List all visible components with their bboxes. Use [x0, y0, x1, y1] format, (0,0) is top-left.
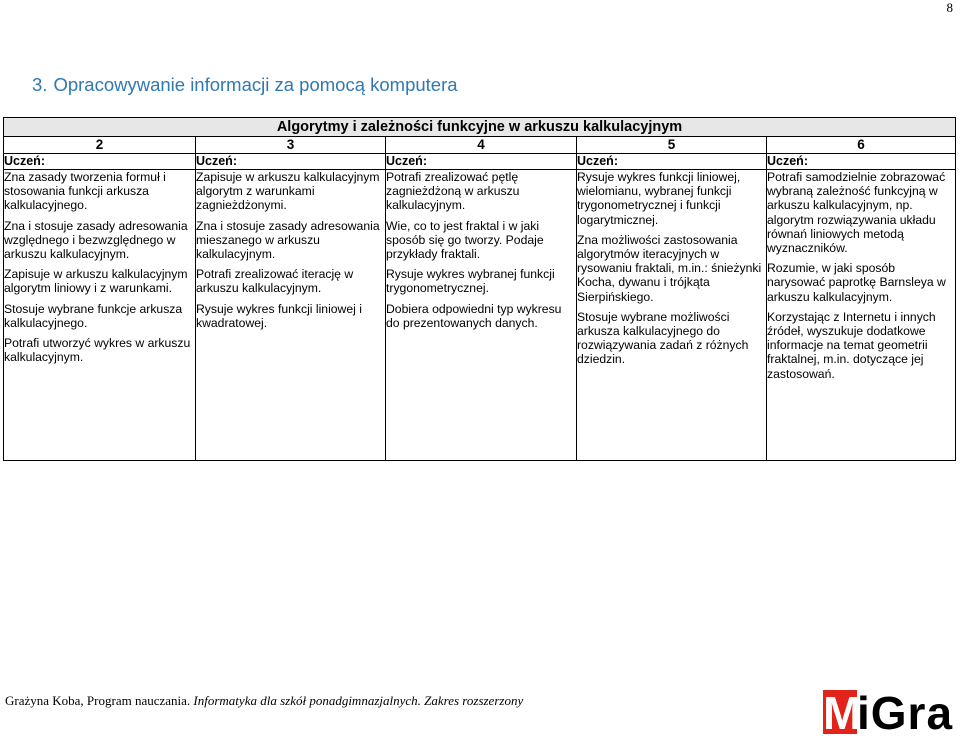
student-label: Uczeń:	[196, 154, 386, 170]
requirement-item: Zapisuje w arkuszu kalkulacyjnym algorytm liniowy i z warunkami.	[4, 267, 188, 296]
requirement-item: Zna i stosuje zasady adresowania względnego i bezwzględnego w arkuszu kalkulacyjnym.	[4, 218, 188, 262]
grade-4-requirements	[386, 170, 577, 461]
requirement-item: Korzystając z Internetu i innych źródeł, wyszukuje dodatkowe informacje na temat geometrii fraktalnej, m.in. dotyczące jej zastosowań.	[767, 309, 936, 381]
requirement-item: Potrafi samodzielnie zobrazować wybraną zależność funkcyjną w arkuszu kalkulacyjnym, np. algorytm rozwiązywania układu równań liniowych metodą wyznaczników.	[767, 170, 946, 256]
requirement-item: Rozumie, w jaki sposób narysować paprotkę Barnsleya w arkuszu kalkulacyjnym.	[767, 261, 946, 304]
student-label: Uczeń:	[386, 154, 577, 170]
grade-6-requirements	[767, 170, 956, 461]
section-number: 3.	[32, 74, 48, 95]
grade-2-requirements	[4, 170, 196, 461]
grade-header: 3	[196, 137, 386, 154]
requirement-item: Zna zasady tworzenia formuł i stosowania funkcji arkusza kalkulacyjnego.	[4, 170, 166, 213]
grade-header: 4	[386, 137, 577, 154]
requirement-item: Rysuje wykres funkcji liniowej i kwadratowej.	[196, 301, 362, 330]
requirement-item: Rysuje wykres wybranej funkcji trygonometrycznej.	[386, 267, 555, 296]
requirement-item: Zna możliwości zastosowania algorytmów iteracyjnych w rysowaniu fraktali, m.in.: śnieżynki Kocha, dywanu i trójkąta Sierpińskiego.	[577, 232, 762, 304]
requirement-item: Dobiera odpowiedni typ wykresu do prezentowanych danych.	[386, 301, 562, 330]
page-number: 8	[946, 0, 953, 15]
student-label: Uczeń:	[4, 154, 196, 170]
section-title-text: Opracowywanie informacji za pomocą komputera	[53, 74, 458, 95]
grade-header: 5	[577, 137, 767, 154]
footer-publication: Informatyka dla szkół ponadgimnazjalnych. Zakres rozszerzony	[193, 693, 524, 708]
student-label: Uczeń:	[767, 154, 956, 170]
footer-author: Grażyna Koba, Program nauczania.	[5, 693, 191, 708]
requirements-row	[4, 170, 956, 461]
grade-header: 6	[767, 137, 956, 154]
grade-header: 2	[4, 137, 196, 154]
student-label: Uczeń:	[577, 154, 767, 170]
footer-citation	[5, 693, 523, 709]
logo-m-box: M	[823, 687, 863, 739]
grade-row	[4, 137, 956, 154]
requirement-item: Zna i stosuje zasady adresowania mieszanego w arkuszu kalkulacyjnym.	[196, 218, 380, 262]
table-title: Algorytmy i zależności funkcyjne w arkuszu kalkulacyjnym	[4, 118, 956, 137]
requirement-item: Stosuje wybrane możliwości arkusza kalkulacyjnego do rozwiązywania zadań z różnych dziedzin.	[577, 309, 749, 367]
grade-3-requirements	[196, 170, 386, 461]
grade-5-requirements	[577, 170, 767, 461]
section-title	[32, 74, 458, 96]
requirement-item: Potrafi utworzyć wykres w arkuszu kalkulacyjnym.	[4, 336, 191, 365]
migra-logo: MiGra	[823, 687, 954, 739]
requirement-item: Stosuje wybrane funkcje arkusza kalkulacyjnego.	[4, 301, 183, 330]
table-title-row	[4, 118, 956, 137]
student-label-row	[4, 154, 956, 170]
requirement-item: Wie, co to jest fraktal i w jaki sposób się go tworzy. Podaje przykłady fraktali.	[386, 218, 544, 262]
requirement-item: Potrafi zrealizować iterację w arkuszu kalkulacyjnym.	[196, 267, 354, 296]
requirement-item: Zapisuje w arkuszu kalkulacyjnym algorytm z warunkami zagnieżdżonymi.	[196, 170, 380, 213]
requirements-table	[3, 117, 956, 461]
requirement-item: Potrafi zrealizować pętlę zagnieżdżoną w arkuszu kalkulacyjnym.	[386, 170, 520, 213]
requirement-item: Rysuje wykres funkcji liniowej, wielomianu, wybranej funkcji trygonometrycznej i funkcji logarytmicznej.	[577, 170, 741, 227]
